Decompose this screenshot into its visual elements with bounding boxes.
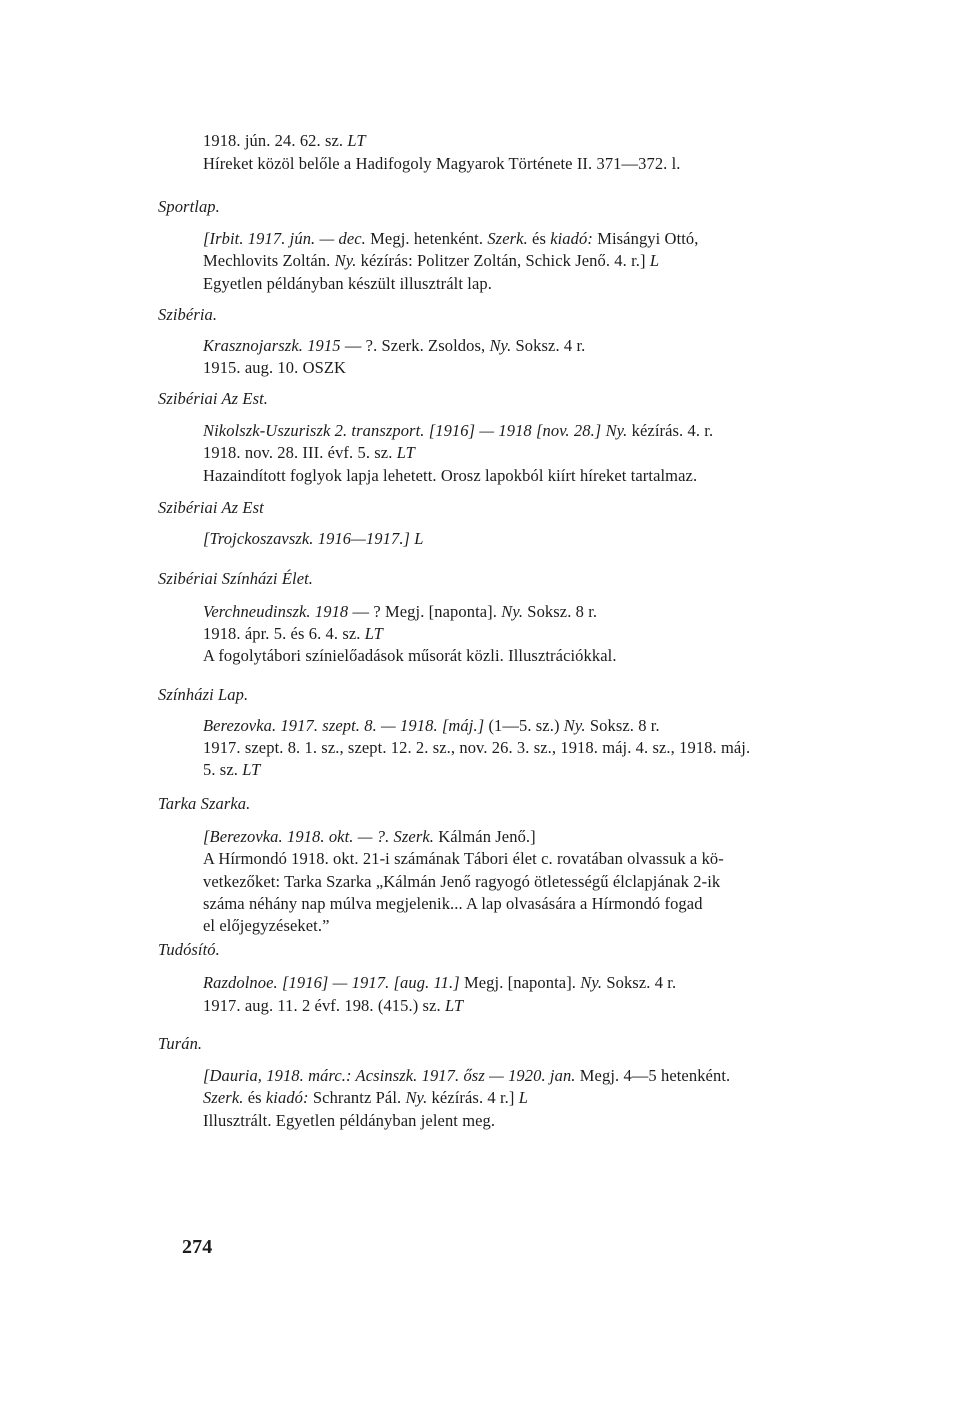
entry-line: Krasznojarszk. 1915 — ?. Szerk. Zsoldos, Ny. Soksz. 4 r. — [203, 336, 586, 355]
entry-line: Razdolnoe. [1916] — 1917. [aug. 11.] Megj. [naponta]. Ny. Soksz. 4 r. — [203, 973, 677, 992]
entry-line: A fogolytábori színielőadások műsorát közli. Illusztrációkkal. — [203, 646, 617, 665]
entry-title-turan: Turán. — [158, 1034, 203, 1053]
entry-line: [Irbit. 1917. jún. — dec. Megj. hetenként. Szerk. és kiadó: Misángyi Ottó, — [203, 229, 699, 248]
entry-line: 1915. aug. 10. OSZK — [203, 358, 347, 377]
entry-line: 5. sz. LT — [203, 760, 261, 779]
entry-title-sziberia: Szibéria. — [158, 305, 218, 324]
entry-line: Verchneudinszk. 1918 — ? Megj. [naponta]. Ny. Soksz. 8 r. — [203, 602, 598, 621]
entry-title-sziberiai-az-est: Szibériai Az Est. — [158, 389, 269, 408]
entry-title-sziberiai-szinhazi-elet: Szibériai Színházi Élet. — [158, 569, 314, 588]
entry-title-sportlap: Sportlap. — [158, 197, 220, 216]
entry-line: Híreket közöl belőle a Hadifogoly Magyarok Története II. 371—372. l. — [203, 154, 681, 173]
entry-line: [Trojckoszavszk. 1916—1917.] L — [203, 529, 424, 548]
entry-line: Hazaindított foglyok lapja lehetett. Orosz lapokból kiírt híreket tartalmaz. — [203, 466, 698, 485]
entry-line: Nikolszk-Uszuriszk 2. transzport. [1916] — 1918 [nov. 28.] Ny. kézírás. 4. r. — [203, 421, 714, 440]
entry-line: Berezovka. 1917. szept. 8. — 1918. [máj.] (1—5. sz.) Ny. Soksz. 8 r. — [203, 716, 660, 735]
entry-line: el előjegyzéseket.” — [203, 916, 330, 935]
entry-line: 1917. aug. 11. 2 évf. 198. (415.) sz. LT — [203, 996, 464, 1015]
entry-title-szinhazi-lap: Színházi Lap. — [158, 685, 249, 704]
entry-line: vetkezőket: Tarka Szarka „Kálmán Jenő ragyogó ötletességű élclapjának 2-ik — [203, 872, 721, 891]
entry-line: száma néhány nap múlva megjelenik... A lap olvasására a Hírmondó fogad — [203, 894, 703, 913]
page-number: 274 — [182, 1236, 213, 1258]
entry-line: Illusztrált. Egyetlen példányban jelent meg. — [203, 1111, 496, 1130]
entry-title-tarka-szarka: Tarka Szarka. — [158, 794, 251, 813]
entry-title-sziberiai-az-est-2: Szibériai Az Est — [158, 498, 264, 517]
entry-line: A Hírmondó 1918. okt. 21-i számának Tábori élet c. rovatában olvassuk a kö- — [203, 849, 724, 868]
entry-line: Szerk. és kiadó: Schrantz Pál. Ny. kézírás. 4 r.] L — [203, 1088, 528, 1107]
entry-line: Mechlovits Zoltán. Ny. kézírás: Politzer Zoltán, Schick Jenő. 4. r.] L — [203, 251, 660, 270]
entry-line: Egyetlen példányban készült illusztrált lap. — [203, 274, 492, 293]
entry-line: 1918. nov. 28. III. évf. 5. sz. LT — [203, 443, 415, 462]
entry-title-tudosito: Tudósító. — [158, 940, 220, 959]
entry-line: [Berezovka. 1918. okt. — ?. Szerk. Kálmán Jenő.] — [203, 827, 536, 846]
entry-line: 1918. ápr. 5. és 6. 4. sz. LT — [203, 624, 383, 643]
entry-line: 1918. jún. 24. 62. sz. LT — [203, 131, 366, 150]
entry-line: [Dauria, 1918. márc.: Acsinszk. 1917. ősz — 1920. jan. Megj. 4—5 hetenként. — [203, 1066, 731, 1085]
entry-line: 1917. szept. 8. 1. sz., szept. 12. 2. sz., nov. 26. 3. sz., 1918. máj. 4. sz., 1918. máj. — [203, 738, 751, 757]
